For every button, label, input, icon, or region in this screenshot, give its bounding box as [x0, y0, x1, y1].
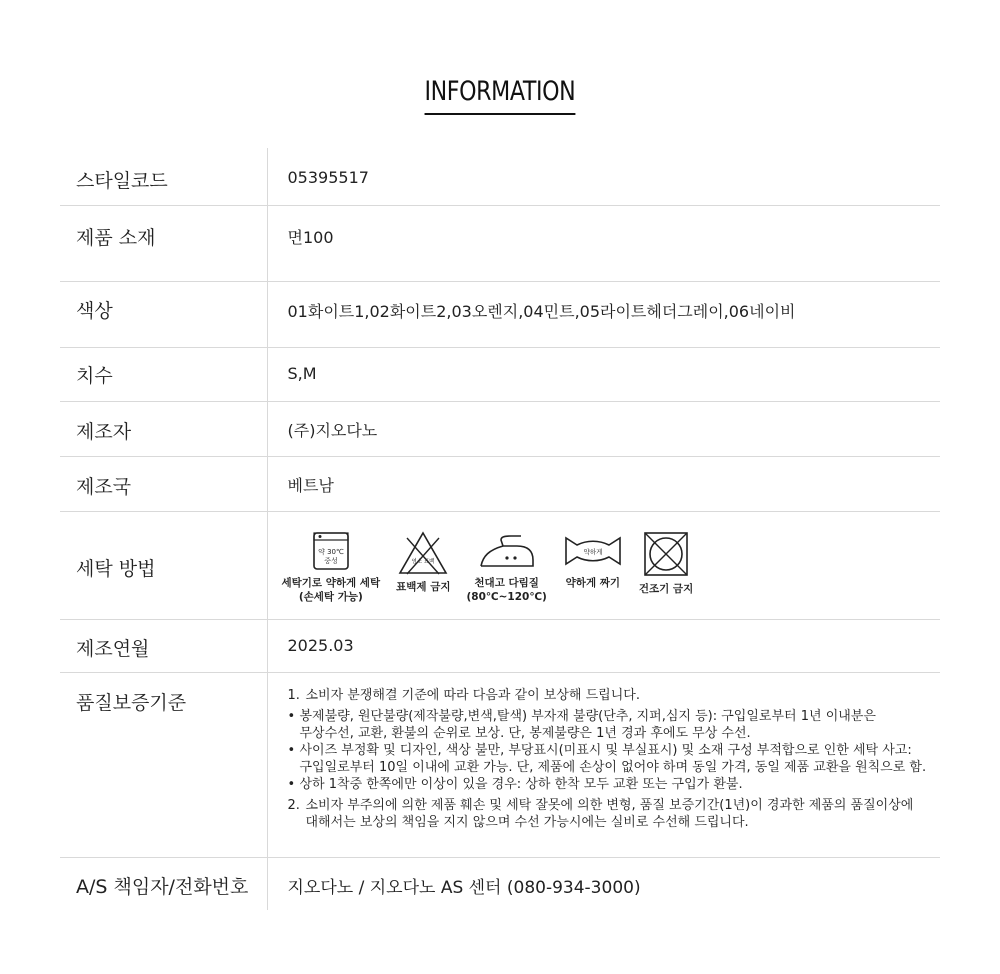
row-label: 품질보증기준: [76, 692, 187, 714]
care-caption: 건조기 금지: [638, 583, 694, 595]
row-label: A/S 책임자/전화번호: [76, 876, 249, 898]
label-cell: [60, 402, 267, 457]
quality-bullet-line: 무상수선, 교환, 환불의 순위로 보상. 단, 봉제불량은 1년 경과 후에도 무상 수선.: [299, 726, 751, 741]
row-date: [60, 620, 940, 673]
row-label: 치수: [76, 365, 113, 387]
bullet: •: [287, 709, 296, 724]
care-dry: [639, 530, 693, 604]
hand-wash-icon: [311, 530, 351, 572]
care-caption: 표백제 금지: [396, 581, 451, 593]
row-washing: [60, 512, 940, 620]
label-cell: [60, 148, 267, 206]
value-cell: [267, 206, 940, 282]
quality-bullet-line: 상하 1착중 한쪽에만 이상이 있을 경우: 상하 한착 모두 교환 또는 구입가 환불.: [299, 777, 743, 792]
row-value: (주)지오다노: [287, 421, 378, 440]
value-cell: [267, 457, 940, 512]
row-color: [60, 282, 940, 348]
care-caption-sub: (80℃~120℃): [466, 591, 547, 603]
label-cell: [60, 348, 267, 402]
bullet: •: [287, 777, 296, 792]
quality-bullet-line: 사이즈 부정확 및 디자인, 색상 불만, 부당표시(미표시 및 부실표시) 및 소재 구성 부적합으로 인한 세탁 사고:: [299, 743, 912, 758]
wash-detergent: 중성: [324, 557, 338, 565]
quality-paragraph: 대해서는 보상의 책임을 지지 않으며 수선 가능시에는 실비로 수선해 드립니다.: [305, 815, 749, 830]
care-icons: [282, 530, 710, 604]
row-label: 제품 소재: [76, 227, 156, 249]
row-value: 면100: [287, 228, 334, 247]
bullet: •: [287, 743, 296, 758]
row-value: 2025.03: [287, 636, 354, 655]
row-style-code: [60, 148, 940, 206]
list-number: 2.: [287, 798, 300, 813]
quality-text: [288, 687, 928, 831]
row-label: 색상: [76, 300, 113, 322]
value-cell: [267, 858, 940, 911]
row-value: 지오다노 / 지오다노 AS 센터 (080-934-3000): [287, 878, 641, 898]
quality-bullet-line: 구입일로부터 10일 이내에 교환 가능. 단, 제품에 손상이 없어야 하며 동일 가격, 동일 제품 교환을 원칙으로 함.: [299, 760, 927, 775]
care-caption: 천대고 다림질: [474, 577, 539, 589]
label-cell: [60, 673, 267, 858]
row-quality: [60, 673, 940, 858]
wash-temp: 약 30℃: [317, 548, 344, 556]
label-cell: [60, 512, 267, 620]
care-iron: [466, 530, 546, 604]
value-cell: [267, 148, 940, 206]
value-cell: [267, 620, 940, 673]
care-wring: [563, 530, 623, 604]
row-label: 세탁 방법: [76, 558, 156, 580]
label-cell: [60, 206, 267, 282]
wring-inner: 약하게: [583, 548, 603, 556]
list-number: 1.: [287, 688, 300, 703]
label-cell: [60, 457, 267, 512]
value-cell: [267, 402, 940, 457]
row-value: 베트남: [287, 476, 334, 495]
row-value: 05395517: [287, 168, 369, 187]
info-table: [60, 148, 940, 910]
value-cell: [267, 348, 940, 402]
row-label: 제조자: [76, 421, 132, 443]
row-label: 스타일코드: [76, 170, 168, 192]
row-size: [60, 348, 940, 402]
title-wrap: [0, 74, 1000, 115]
value-cell: [267, 512, 940, 620]
label-cell: [60, 858, 267, 911]
page-title: INFORMATION: [425, 74, 576, 115]
value-cell: [267, 282, 940, 348]
care-wash: [282, 530, 381, 604]
quality-paragraph: 소비자 부주의에 의한 제품 훼손 및 세탁 잘못에 의한 변형, 품질 보증기간(1년)이 경과한 제품의 품질이상에: [305, 798, 914, 813]
label-cell: [60, 620, 267, 673]
care-caption-sub: (손세탁 가능): [298, 591, 363, 603]
quality-paragraph: 소비자 분쟁해결 기준에 따라 다음과 같이 보상해 드립니다.: [305, 688, 640, 703]
row-country: [60, 457, 940, 512]
quality-bullet-line: 봉제불량, 원단불량(제작불량,변색,탈색) 부자재 불량(단추, 지퍼,심지 등): 구입일로부터 1년 이내분은: [299, 709, 876, 724]
row-material: [60, 206, 940, 282]
wring-icon: [563, 530, 623, 572]
row-label: 제조연월: [76, 638, 150, 660]
no-tumble-dry-icon: [642, 530, 690, 578]
row-maker: [60, 402, 940, 457]
no-bleach-icon: [397, 530, 449, 576]
row-value: S,M: [287, 364, 317, 383]
care-caption: 세탁기로 약하게 세탁: [281, 577, 381, 589]
row-value: 01화이트1,02화이트2,03오렌지,04민트,05라이트헤더그레이,06네이비: [287, 302, 796, 321]
value-cell: [267, 673, 940, 858]
row-as: [60, 858, 940, 911]
bleach-inner: 염소 표백: [411, 559, 435, 565]
care-bleach: [396, 530, 450, 604]
iron-icon: [477, 530, 537, 572]
label-cell: [60, 282, 267, 348]
care-caption: 약하게 짜기: [565, 577, 621, 589]
row-label: 제조국: [76, 476, 132, 498]
